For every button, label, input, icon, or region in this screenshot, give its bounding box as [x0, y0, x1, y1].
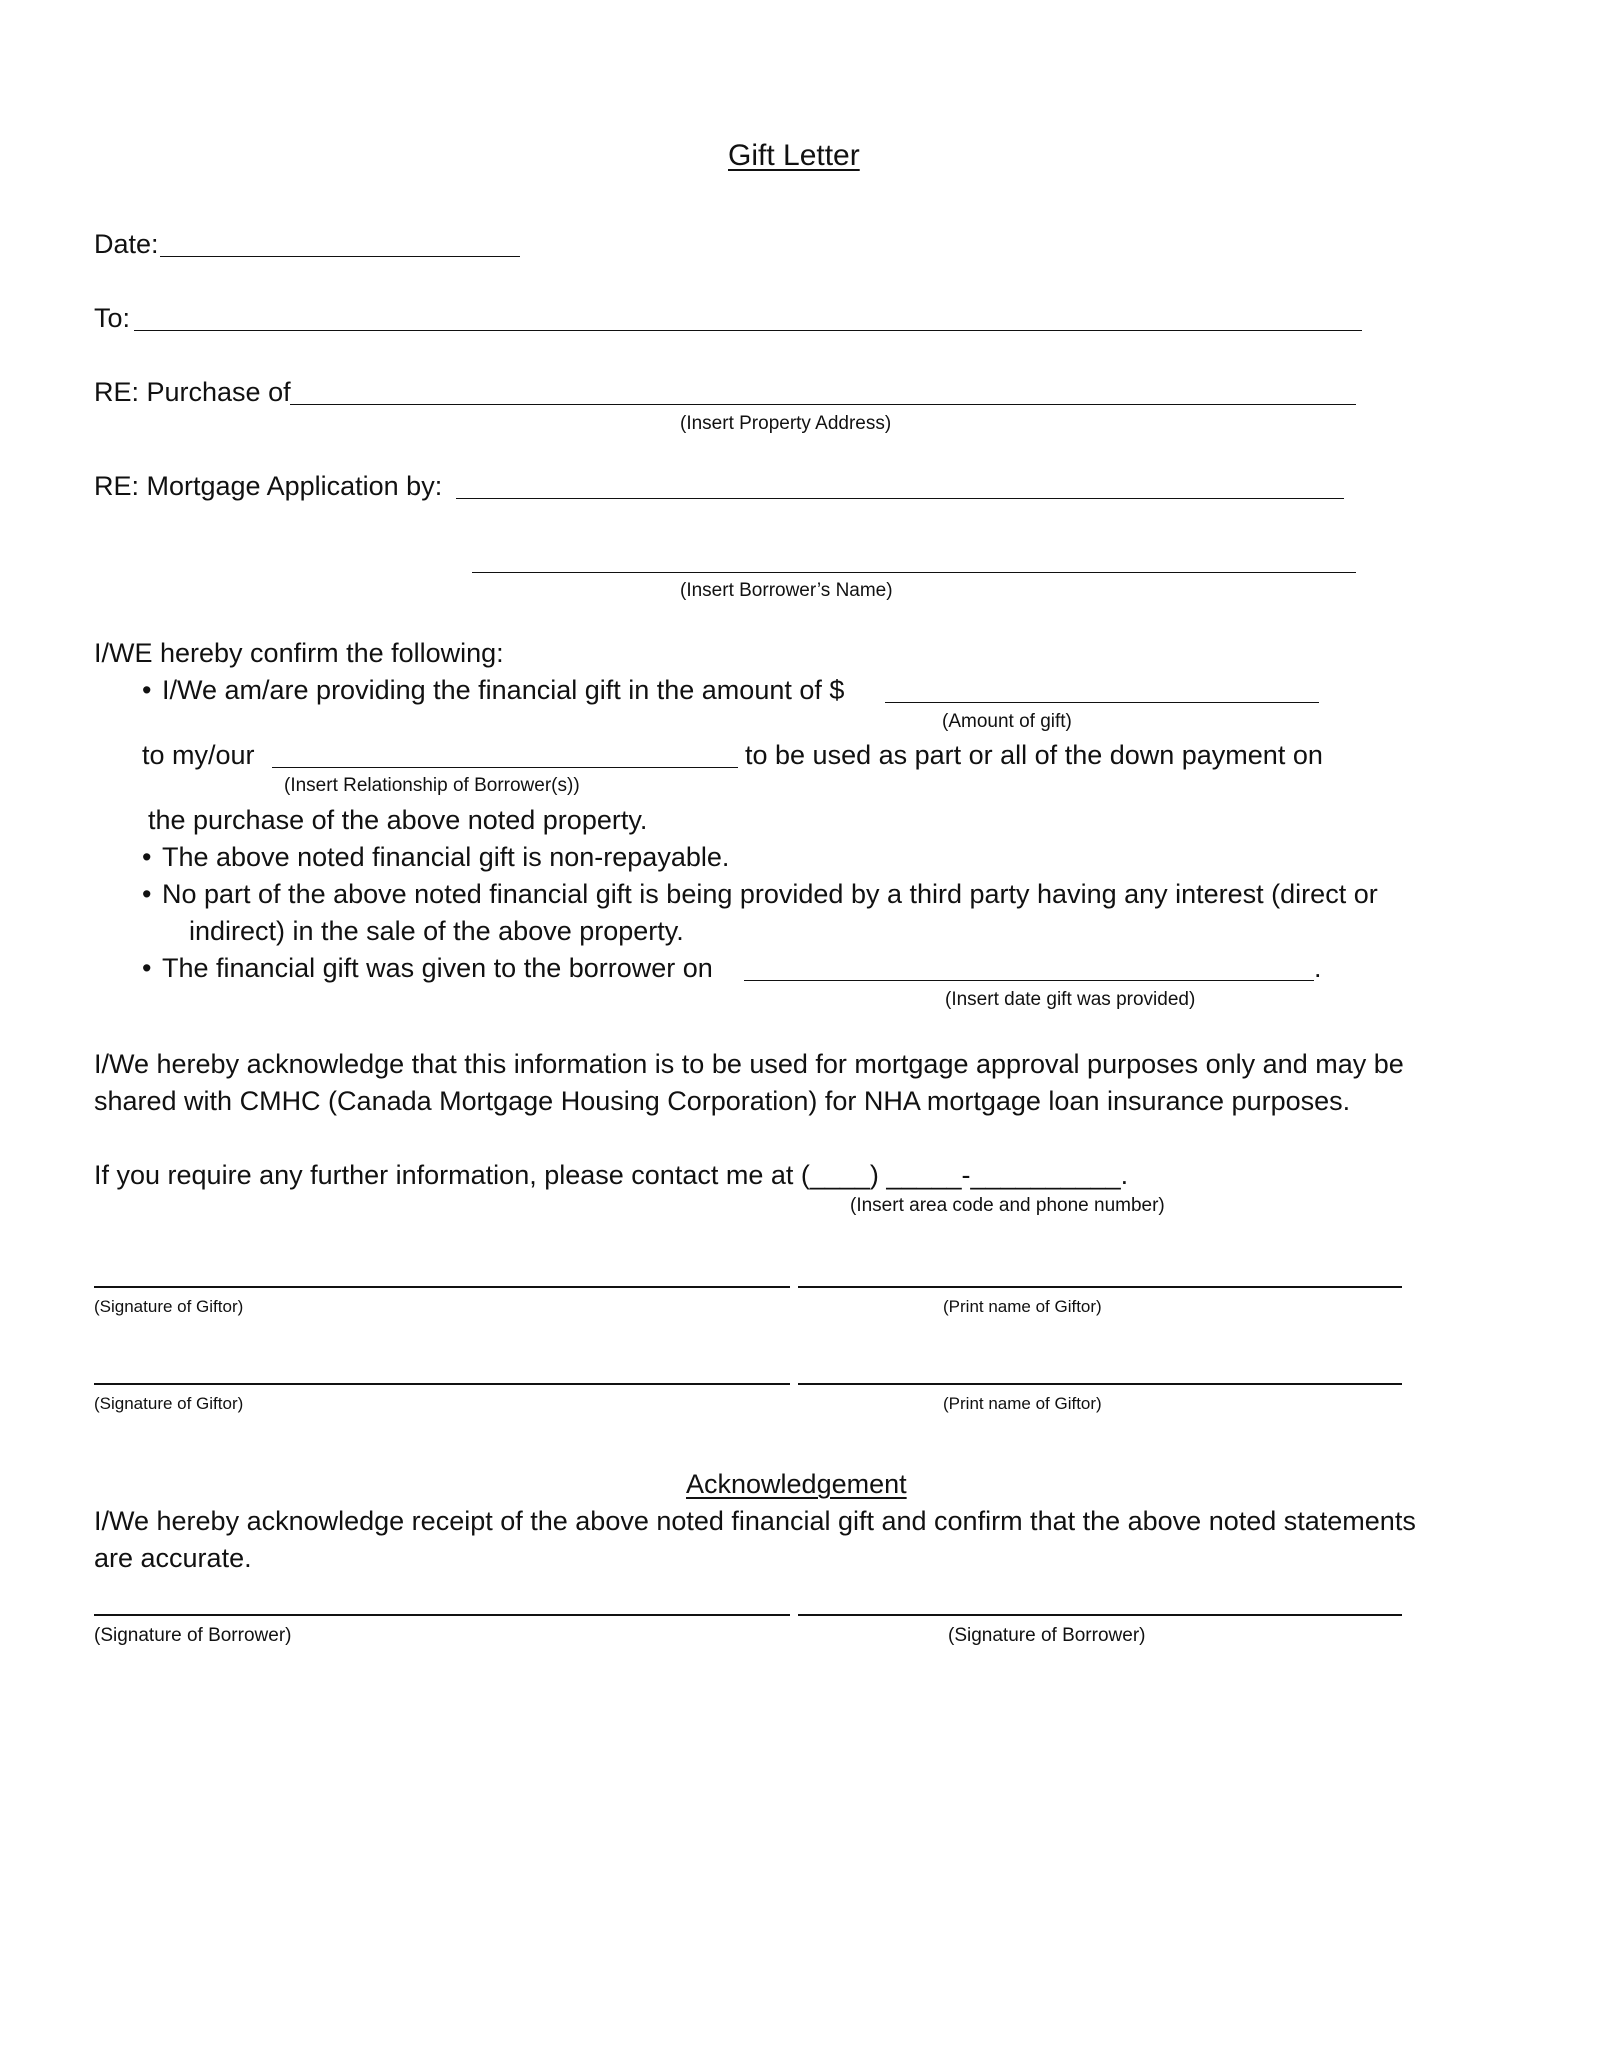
acknowledgement-text-line2: are accurate. [94, 1543, 252, 1573]
giftor-signature-line-1[interactable] [94, 1286, 790, 1288]
gift-given-statement: • The financial gift was given to the borrower on [162, 952, 713, 984]
borrower-name-field-1[interactable] [456, 498, 1344, 499]
acknowledge-text-line2: shared with CMHC (Canada Mortgage Housing Corporation) for NHA mortgage loan insurance purposes. [94, 1086, 1351, 1116]
non-repayable-statement: • The above noted financial gift is non-repayable. [162, 841, 729, 873]
contact-text: If you require any further information, please contact me at (____) _____-__________. [94, 1160, 1129, 1190]
gift-amount-hint: (Amount of gift) [942, 711, 1072, 732]
third-party-statement-cont: indirect) in the sale of the above property. [189, 916, 684, 946]
giftor-print-name-line-1[interactable] [798, 1286, 1402, 1288]
acknowledge-text-line1: I/We hereby acknowledge that this information is to be used for mortgage approval purposes only and may be [94, 1049, 1404, 1079]
date-label: Date: [94, 229, 159, 259]
borrower-signature-label-2: (Signature of Borrower) [948, 1625, 1146, 1646]
third-party-statement: • No part of the above noted financial gift is being provided by a third party having any interest (direct or [162, 878, 1378, 910]
down-payment-text: to be used as part or all of the down payment on [745, 740, 1323, 770]
to-field[interactable] [134, 330, 1362, 331]
acknowledgement-text-line1: I/We hereby acknowledge receipt of the above noted financial gift and confirm that the above noted statements [94, 1506, 1416, 1536]
borrower-signature-line-1[interactable] [94, 1614, 790, 1616]
purchase-label: RE: Purchase of [94, 377, 291, 407]
giftor-print-name-label-1: (Print name of Giftor) [943, 1297, 1102, 1316]
giftor-signature-line-2[interactable] [94, 1383, 790, 1385]
phone-hint: (Insert area code and phone number) [850, 1195, 1165, 1216]
property-address-hint: (Insert Property Address) [680, 413, 892, 434]
relationship-hint: (Insert Relationship of Borrower(s)) [284, 775, 580, 796]
page-title: Gift Letter [728, 139, 860, 172]
to-label: To: [94, 303, 131, 333]
giftor-print-name-line-2[interactable] [798, 1383, 1402, 1385]
borrower-name-field-2[interactable] [472, 572, 1356, 573]
purchase-property-text: the purchase of the above noted property. [148, 805, 648, 835]
date-field[interactable] [160, 256, 520, 257]
gift-date-field[interactable] [744, 980, 1314, 981]
gift-date-period: . [1314, 953, 1322, 983]
borrower-signature-line-2[interactable] [798, 1614, 1402, 1616]
gift-date-hint: (Insert date gift was provided) [945, 989, 1196, 1010]
borrower-name-hint: (Insert Borrower’s Name) [680, 580, 893, 601]
to-my-our-label: to my/our [142, 740, 255, 770]
borrower-signature-label-1: (Signature of Borrower) [94, 1625, 292, 1646]
giftor-print-name-label-2: (Print name of Giftor) [943, 1394, 1102, 1413]
gift-amount-field[interactable] [885, 702, 1319, 703]
gift-amount-statement: • I/We am/are providing the financial gift in the amount of $ [162, 674, 844, 706]
property-address-field[interactable] [290, 404, 1356, 405]
mortgage-application-label: RE: Mortgage Application by: [94, 471, 443, 501]
confirm-intro: I/WE hereby confirm the following: [94, 638, 504, 668]
acknowledgement-heading: Acknowledgement [686, 1469, 907, 1499]
giftor-signature-label-2: (Signature of Giftor) [94, 1394, 244, 1413]
relationship-field[interactable] [272, 767, 738, 768]
giftor-signature-label-1: (Signature of Giftor) [94, 1297, 244, 1316]
